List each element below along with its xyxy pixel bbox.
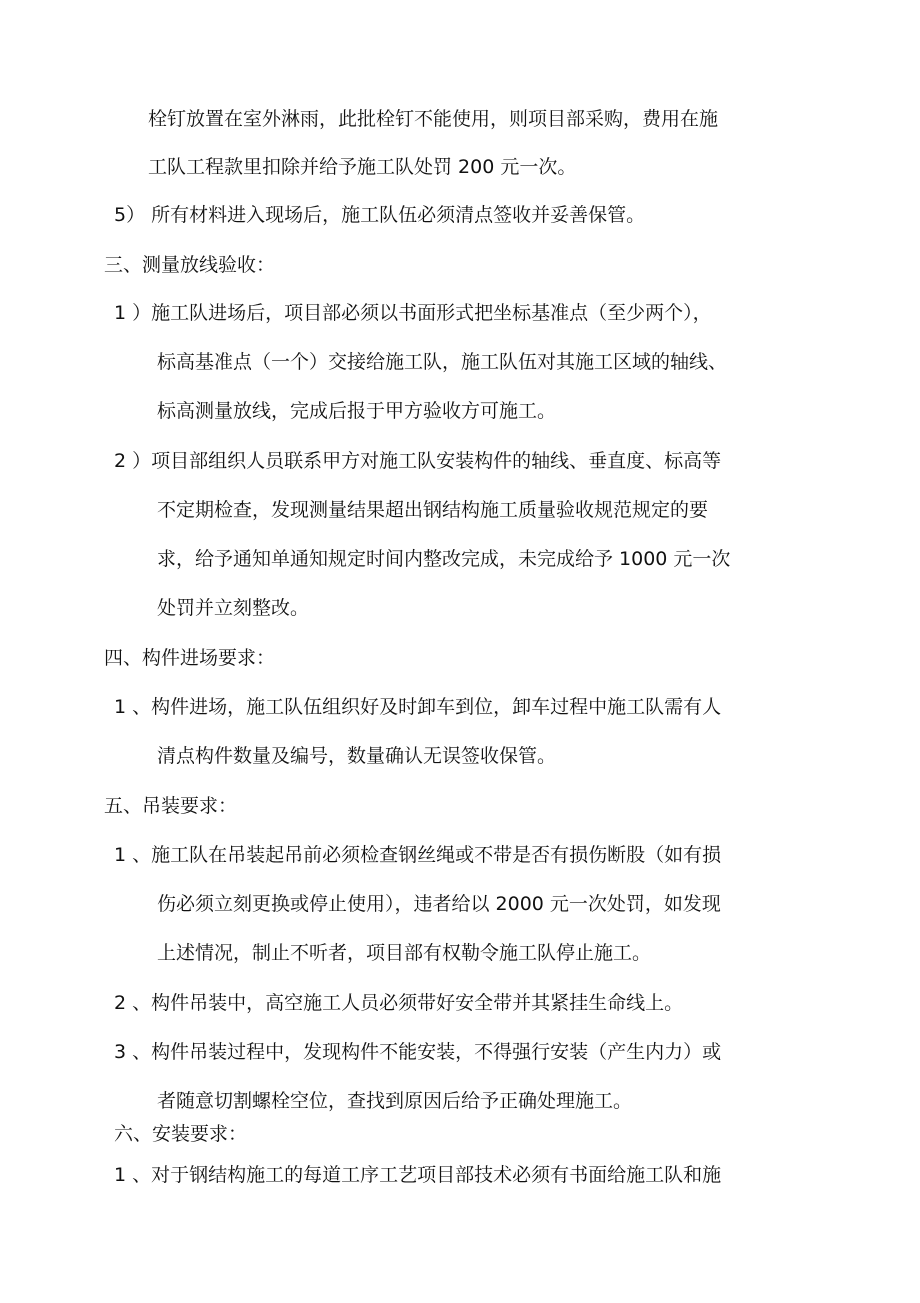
list-item: 3 、构件吊装过程中，发现构件不能安装，不得强行安装（产生内力）或 (114, 1041, 722, 1063)
text-line: 伤必须立刻更换或停止使用），违者给以 2000 元一次处罚，如发现 (157, 893, 721, 915)
section-heading: 六、安装要求： (114, 1123, 248, 1145)
text-line: 标高测量放线，完成后报于甲方验收方可施工。 (157, 400, 557, 422)
text-line: 不定期检查，发现测量结果超出钢结构施工质量验收规范规定的要 (157, 499, 709, 521)
list-item: 1 、施工队在吊装起吊前必须检查钢丝绳或不带是否有损伤断股（如有损 (114, 844, 722, 866)
text-line: 清点构件数量及编号，数量确认无误签收保管。 (157, 745, 557, 767)
list-item: 2 ）项目部组织人员联系甲方对施工队安装构件的轴线、垂直度、标高等 (114, 450, 722, 472)
section-heading: 四、构件进场要求： (104, 647, 276, 669)
text-line: 工队工程款里扣除并给予施工队处罚 200 元一次。 (148, 156, 577, 178)
text-line: 处罚并立刻整改。 (157, 597, 310, 619)
text-line: 求，给予通知单通知规定时间内整改完成，未完成给予 1000 元一次 (157, 548, 731, 570)
text-line: 者随意切割螺栓空位，查找到原因后给予正确处理施工。 (157, 1090, 633, 1112)
text-line: 标高基准点（一个）交接给施工队，施工队伍对其施工区域的轴线、 (157, 351, 728, 373)
section-heading: 三、测量放线验收： (104, 254, 276, 276)
section-heading: 五、吊装要求： (104, 795, 238, 817)
text-line: 栓钉放置在室外淋雨，此批栓钉不能使用，则项目部采购，费用在施 (148, 108, 719, 130)
list-item: 1 、对于钢结构施工的每道工序工艺项目部技术必须有书面给施工队和施 (114, 1164, 722, 1186)
text-line: 上述情况，制止不听者，项目部有权勒令施工队停止施工。 (157, 942, 652, 964)
list-item: 1 、构件进场，施工队伍组织好及时卸车到位，卸车过程中施工队需有人 (114, 696, 722, 718)
list-item: 2 、构件吊装中，高空施工人员必须带好安全带并其紧挂生命线上。 (114, 992, 684, 1014)
list-item: 1 ）施工队进场后，项目部必须以书面形式把坐标基准点（至少两个）， (114, 302, 712, 324)
list-item: 5） 所有材料进入现场后，施工队伍必须清点签收并妥善保管。 (114, 204, 646, 226)
